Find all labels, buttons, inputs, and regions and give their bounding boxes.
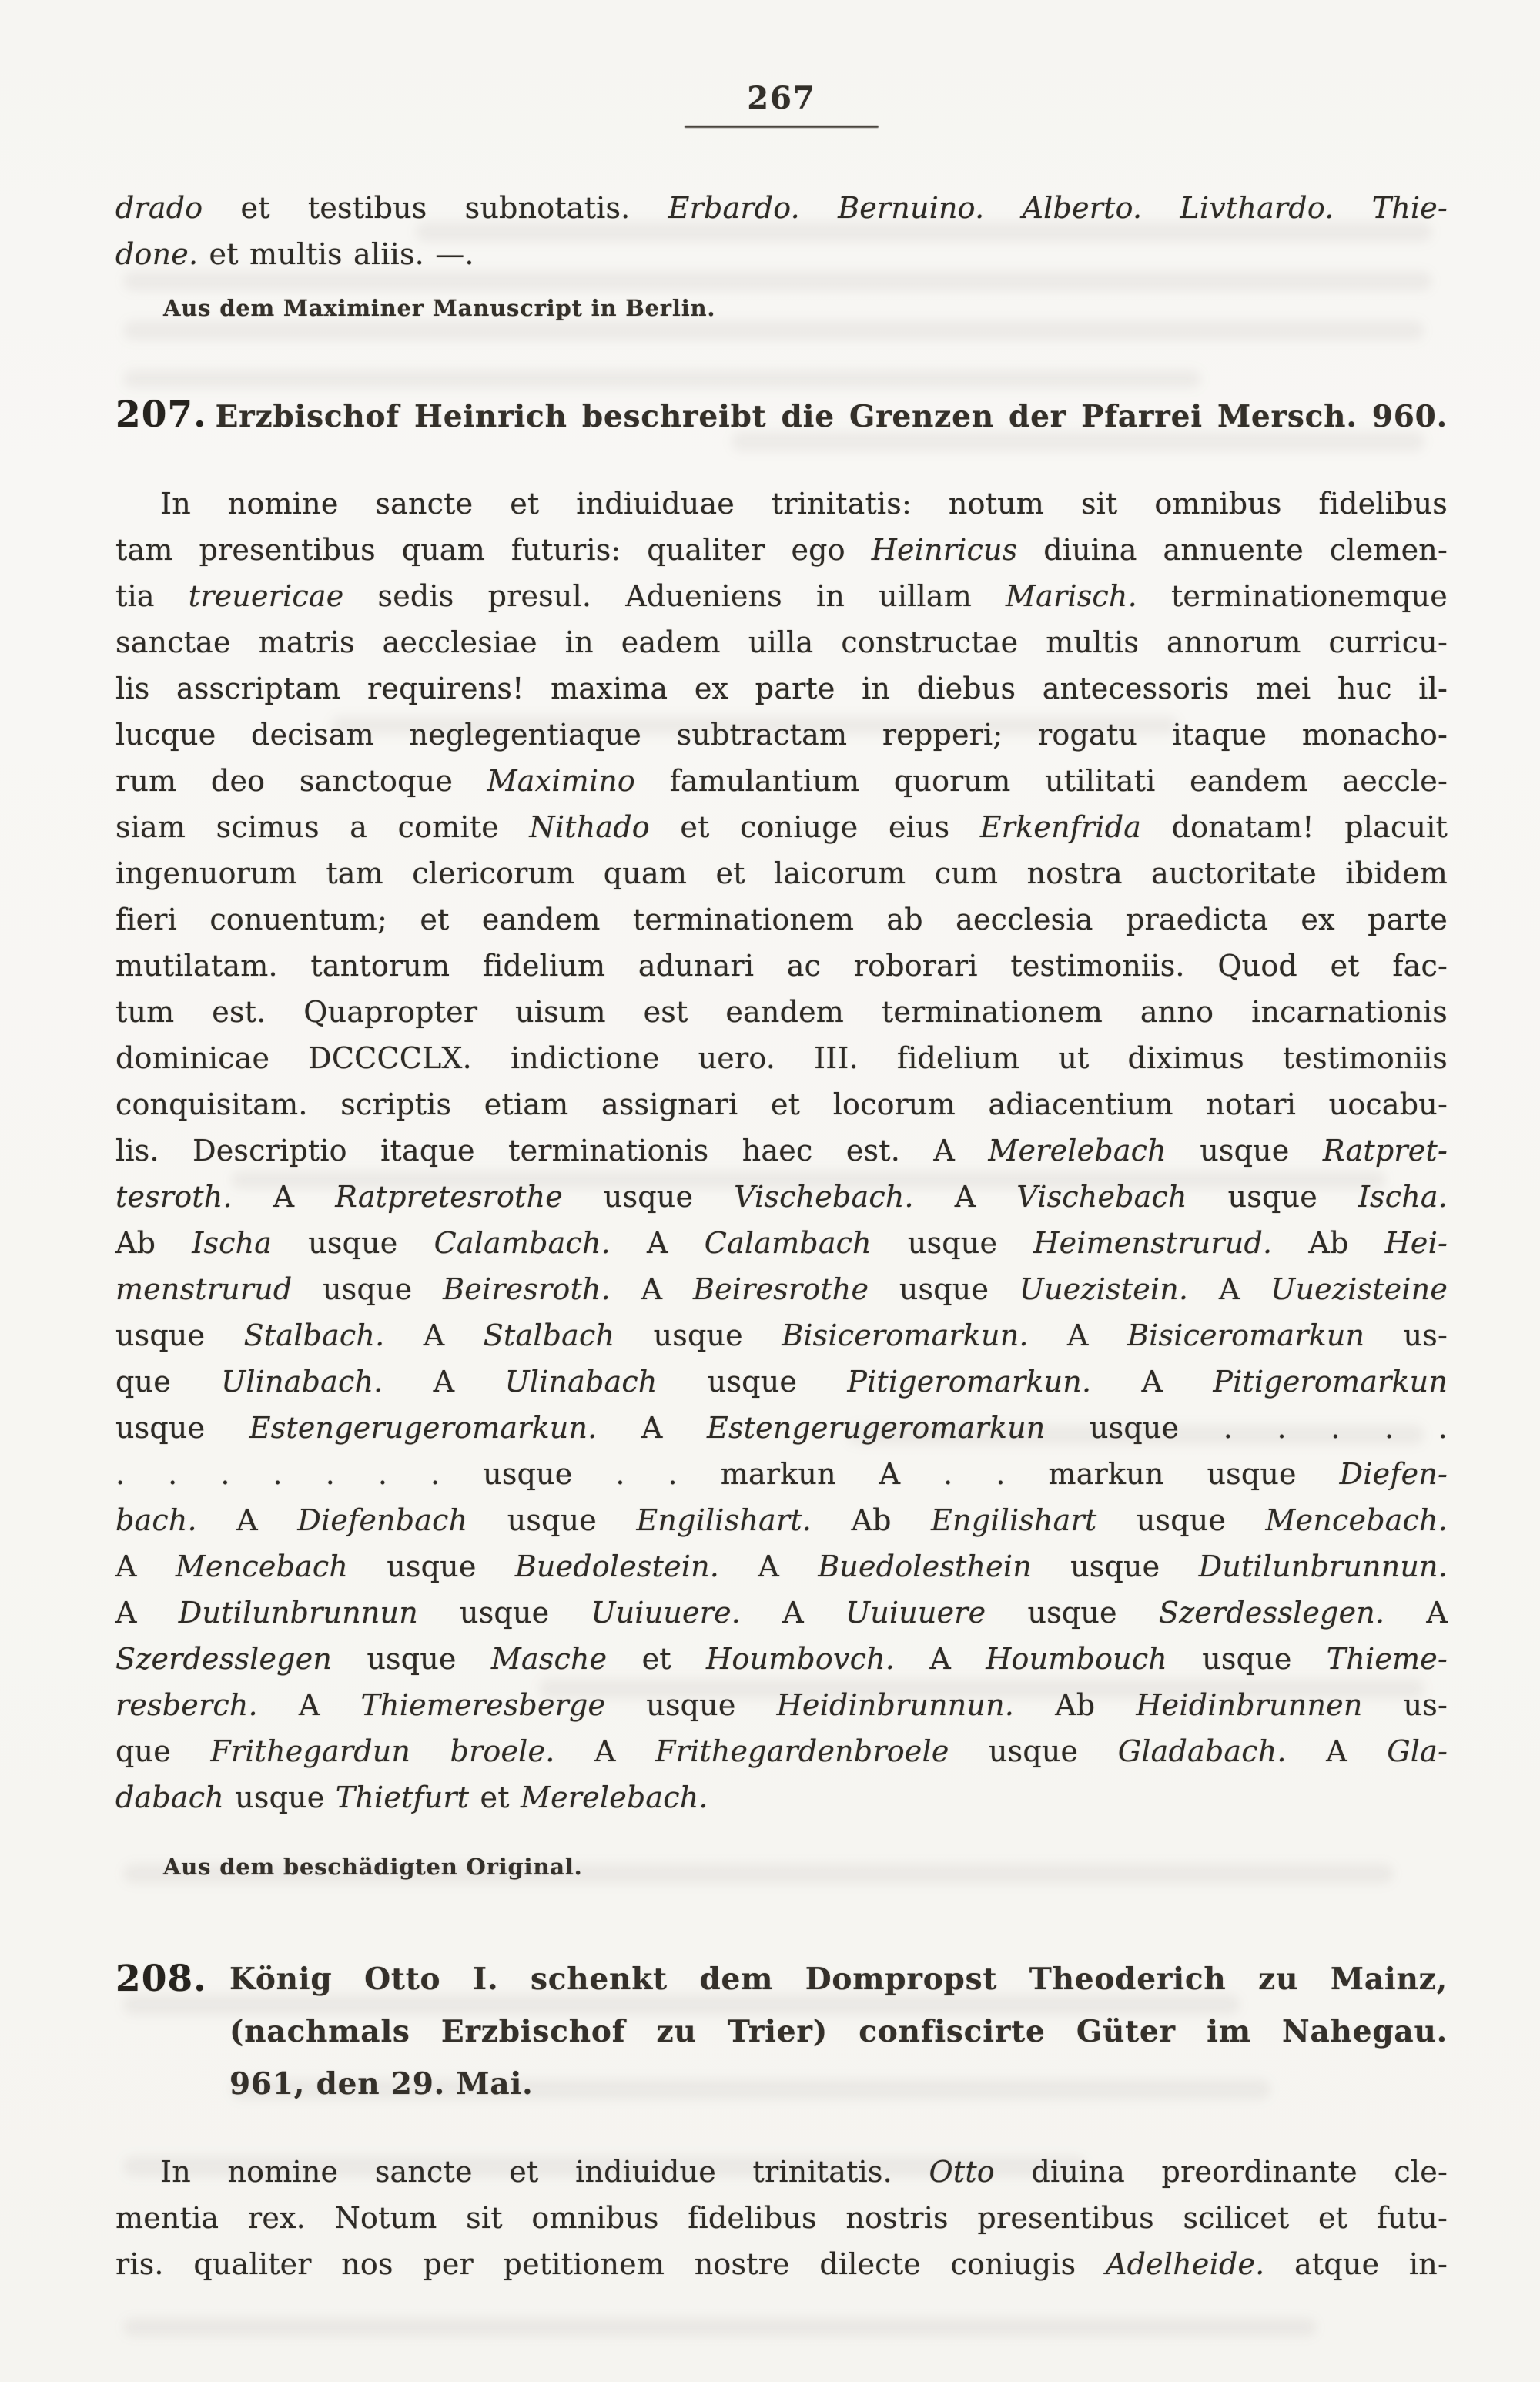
text-segment: sanctae matris aecclesiae in eadem uilla constructae multis annorum curricu-: [116, 625, 1448, 659]
text-line: [116, 943, 1448, 989]
text-segment: usque: [332, 1642, 491, 1676]
text-line: [116, 1590, 1448, 1636]
charter-207-heading: [116, 393, 1448, 445]
text-segment: A: [1028, 1318, 1128, 1352]
italic-text-segment: menstrurud: [116, 1272, 293, 1306]
text-segment: lucque decisam neglegentiaque subtractam repperi; rogatu itaque monacho-: [116, 718, 1448, 752]
text-segment: et multis aliis. —.: [198, 237, 474, 271]
italic-text-segment: Thiemeresberge: [360, 1688, 606, 1722]
text-segment: terminationemque: [1137, 579, 1448, 613]
italic-text-segment: Nithado: [529, 810, 650, 844]
italic-text-segment: Heimenstrurud.: [1033, 1226, 1273, 1260]
text-segment: König Otto I. schenkt dem Dompropst Theoderich zu Mainz,: [229, 1962, 1448, 1997]
italic-text-segment: Dutilunbrunnun: [178, 1596, 418, 1630]
text-segment: Ab: [1272, 1226, 1385, 1260]
italic-text-segment: Erbardo. Bernuino. Alberto. Livthardo. Thie-: [668, 191, 1448, 225]
italic-text-segment: Pitigeromarkun: [1213, 1365, 1448, 1399]
text-segment: usque: [657, 1365, 848, 1399]
charter-206-source-note: Aus dem Maximiner Manuscript in Berlin.: [163, 295, 716, 321]
text-line: [116, 2149, 1448, 2195]
text-segment: . . . . . . . usque . . markun A . . markun usque: [116, 1457, 1340, 1491]
page-header: [116, 80, 1448, 128]
italic-text-segment: Heidinbrunnen: [1136, 1688, 1363, 1722]
text-segment: que: [116, 1365, 222, 1399]
italic-text-segment: Diefenbach: [297, 1503, 468, 1537]
text-line: [116, 1543, 1448, 1590]
text-segment: usque . . . . .: [1045, 1411, 1448, 1445]
italic-text-segment: Thieme-: [1326, 1642, 1448, 1676]
text-line: [229, 2005, 1448, 2058]
italic-text-segment: Stalbach.: [243, 1318, 385, 1352]
text-line: [116, 527, 1448, 573]
italic-text-segment: Bisiceromarkun.: [782, 1318, 1029, 1352]
text-line: [116, 1220, 1448, 1266]
text-segment: usque: [292, 1272, 444, 1306]
charter-208-heading: [116, 1953, 1448, 2110]
italic-text-segment: Ischa: [192, 1226, 273, 1260]
text-line: [116, 804, 1448, 850]
italic-text-segment: done.: [116, 237, 199, 271]
italic-text-segment: Estengerugeromarkun.: [249, 1411, 598, 1445]
text-segment: et: [607, 1642, 707, 1676]
italic-text-segment: Engilishart: [931, 1503, 1097, 1537]
text-segment: A: [895, 1642, 986, 1676]
text-segment: A: [116, 1549, 176, 1583]
text-segment: A: [741, 1596, 845, 1630]
italic-text-segment: Marisch.: [1006, 579, 1137, 613]
charter-207-body: [116, 481, 1448, 1821]
text-line: [116, 1312, 1448, 1359]
italic-text-segment: Pitigeromarkun.: [847, 1365, 1092, 1399]
text-segment: mentia rex. Notum sit omnibus fidelibus nostris presentibus scilicet et futu-: [116, 2201, 1448, 2235]
italic-text-segment: Ulinabach: [504, 1365, 658, 1399]
text-segment: us-: [1362, 1688, 1448, 1722]
italic-text-segment: Ulinabach.: [221, 1365, 383, 1399]
text-line: [116, 231, 1448, 277]
bleedthrough-artifact: [123, 2318, 1317, 2337]
italic-text-segment: Merelebach: [988, 1134, 1167, 1168]
text-segment: A: [383, 1365, 505, 1399]
text-line: [116, 1127, 1448, 1174]
text-segment: ris. qualiter nos per petitionem nostre dilecte coniugis: [116, 2247, 1106, 2281]
italic-text-segment: Hei-: [1384, 1226, 1448, 1260]
text-segment: que: [116, 1734, 211, 1768]
italic-text-segment: Diefen-: [1339, 1457, 1448, 1491]
text-segment: usque: [1031, 1549, 1199, 1583]
text-segment: A: [232, 1180, 336, 1214]
text-segment: tam presentibus quam futuris: qualiter ego: [116, 533, 872, 567]
text-segment: tia: [116, 579, 189, 613]
text-line: [116, 896, 1448, 943]
text-segment: (nachmals Erzbischof zu Trier) confiscirte Güter im Nahegau.: [229, 2014, 1448, 2049]
text-line: [116, 1636, 1448, 1682]
italic-text-segment: Thietfurt: [335, 1781, 470, 1814]
charter-206-fragment: [116, 185, 1448, 277]
text-segment: A: [719, 1549, 819, 1583]
italic-text-segment: Beiresrothe: [692, 1272, 869, 1306]
text-segment: A: [116, 1596, 179, 1630]
italic-text-segment: Ratpret-: [1322, 1134, 1448, 1168]
text-segment: usque: [417, 1596, 591, 1630]
header-rule: [685, 126, 879, 128]
text-segment: conquisitam. scriptis etiam assignari et locorum adiacentium notari uocabu-: [116, 1087, 1448, 1121]
text-segment: Ab: [812, 1503, 932, 1537]
text-segment: A: [257, 1688, 361, 1722]
text-line: [116, 1451, 1448, 1497]
text-segment: donatam! placuit: [1141, 810, 1448, 844]
text-segment: tum est. Quapropter uisum est eandem terminationem anno incarnationis: [116, 995, 1448, 1029]
text-segment: A: [610, 1272, 693, 1306]
italic-text-segment: Uuiuuere.: [591, 1596, 742, 1630]
charter-207-number: 207.: [116, 394, 207, 436]
text-line: [116, 665, 1448, 712]
text-line: [116, 712, 1448, 758]
text-segment: usque: [614, 1318, 782, 1352]
italic-text-segment: bach.: [116, 1503, 197, 1537]
text-line: [116, 619, 1448, 665]
italic-text-segment: Adelheide.: [1106, 2247, 1265, 2281]
text-line: [116, 573, 1448, 619]
text-line: [116, 481, 1448, 527]
text-segment: A: [1188, 1272, 1271, 1306]
text-segment: usque: [1187, 1180, 1358, 1214]
text-segment: mutilatam. tantorum fidelium adunari ac roborari testimoniis. Quod et fac-: [116, 949, 1448, 983]
text-segment: diuina preordinante cle-: [994, 2155, 1448, 2189]
charter-208-number: 208.: [116, 1958, 207, 2000]
page-number: 267: [747, 80, 816, 116]
text-segment: sedis presul. Adueniens in uillam: [343, 579, 1006, 613]
italic-text-segment: Uuezistein.: [1019, 1272, 1189, 1306]
italic-text-segment: tesroth.: [116, 1180, 233, 1214]
italic-text-segment: Mencebach: [175, 1549, 349, 1583]
italic-text-segment: Heidinbrunnun.: [776, 1688, 1015, 1722]
text-segment: usque: [272, 1226, 434, 1260]
text-segment: et coniuge eius: [649, 810, 980, 844]
text-segment: A: [610, 1226, 705, 1260]
italic-text-segment: Engilishart.: [636, 1503, 812, 1537]
italic-text-segment: Bisiceromarkun: [1127, 1318, 1365, 1352]
italic-text-segment: Calambach: [704, 1226, 872, 1260]
italic-text-segment: Dutilunbrunnun.: [1198, 1549, 1448, 1583]
italic-text-segment: Vischebach.: [734, 1180, 914, 1214]
italic-text-segment: Heinricus: [871, 533, 1018, 567]
text-segment: usque: [986, 1596, 1159, 1630]
text-segment: A: [597, 1411, 708, 1445]
italic-text-segment: Maximino: [487, 764, 635, 798]
italic-text-segment: Calambach.: [434, 1226, 611, 1260]
text-segment: usque: [1166, 1134, 1323, 1168]
text-segment: lis asscriptam requirens! maxima ex parte in diebus antecessoris mei huc il-: [116, 672, 1448, 705]
text-line: [116, 758, 1448, 804]
text-segment: A: [1384, 1596, 1448, 1630]
italic-text-segment: Merelebach.: [520, 1781, 708, 1814]
text-segment: et: [469, 1781, 521, 1814]
text-segment: lis. Descriptio itaque terminationis haec est. A: [116, 1134, 989, 1168]
charter-208-title: [229, 1953, 1448, 2110]
italic-text-segment: Gladabach.: [1117, 1734, 1287, 1768]
text-segment: usque: [116, 1411, 249, 1445]
text-segment: A: [1091, 1365, 1214, 1399]
text-line: [116, 2195, 1448, 2241]
italic-text-segment: Uuiuuere: [845, 1596, 986, 1630]
italic-text-segment: Ratpretesrothe: [335, 1180, 563, 1214]
italic-text-segment: Buedolestein.: [514, 1549, 720, 1583]
text-segment: In nomine sancte et indiuiduae trinitatis: notum sit omnibus fidelibus: [160, 487, 1448, 521]
text-line: [229, 2058, 1448, 2110]
text-line: [116, 1682, 1448, 1728]
text-segment: A: [554, 1734, 656, 1768]
text-line: [116, 1266, 1448, 1312]
charter-207-title: Erzbischof Heinrich beschreibt die Grenzen der Pfarrei Mersch. 960.: [215, 399, 1448, 434]
text-segment: diuina annuente clemen-: [1017, 533, 1448, 567]
text-segment: famulantium quorum utilitati eandem aeccle-: [634, 764, 1448, 798]
text-line: [116, 1497, 1448, 1543]
italic-text-segment: Masche: [490, 1642, 608, 1676]
italic-text-segment: Uuezisteine: [1270, 1272, 1448, 1306]
italic-text-segment: drado: [116, 191, 203, 225]
italic-text-segment: Erkenfrida: [979, 810, 1142, 844]
text-line: [116, 1774, 1448, 1821]
text-segment: usque: [1167, 1642, 1327, 1676]
text-line: [116, 1035, 1448, 1081]
text-line: [116, 185, 1448, 231]
italic-text-segment: Mencebach.: [1265, 1503, 1448, 1537]
italic-text-segment: Beiresroth.: [443, 1272, 611, 1306]
text-segment: usque: [605, 1688, 777, 1722]
text-segment: dominicae DCCCCLX. indictione uero. III. fidelium ut diximus testimoniis: [116, 1041, 1448, 1075]
text-segment: Ab: [1014, 1688, 1137, 1722]
text-segment: et testibus subnotatis.: [203, 191, 668, 225]
text-segment: usque: [869, 1272, 1019, 1306]
italic-text-segment: dabach: [116, 1781, 224, 1814]
text-segment: A: [384, 1318, 484, 1352]
italic-text-segment: Stalbach: [483, 1318, 615, 1352]
text-segment: usque: [949, 1734, 1118, 1768]
text-line: [116, 850, 1448, 896]
text-segment: usque: [223, 1781, 336, 1814]
text-line: [116, 989, 1448, 1035]
text-segment: usque: [871, 1226, 1034, 1260]
italic-text-segment: Buedolesthein: [818, 1549, 1032, 1583]
text-segment: A: [1286, 1734, 1388, 1768]
italic-text-segment: Vischebach: [1016, 1180, 1187, 1214]
text-line: [116, 2241, 1448, 2287]
italic-text-segment: Houmbouch: [986, 1642, 1167, 1676]
italic-text-segment: Ischa.: [1358, 1180, 1448, 1214]
text-line: [116, 1081, 1448, 1127]
text-segment: siam scimus a comite: [116, 810, 530, 844]
italic-text-segment: treuericae: [188, 579, 344, 613]
text-line: [116, 1174, 1448, 1220]
text-segment: usque: [116, 1318, 244, 1352]
italic-text-segment: Otto: [929, 2155, 995, 2189]
text-segment: rum deo sanctoque: [116, 764, 487, 798]
text-segment: atque in-: [1264, 2247, 1448, 2281]
text-line: [116, 1405, 1448, 1451]
text-segment: ingenuorum tam clericorum quam et laicorum cum nostra auctoritate ibidem: [116, 856, 1448, 890]
text-line: [116, 1359, 1448, 1405]
text-segment: fieri conuentum; et eandem terminationem ab aecclesia praedicta ex parte: [116, 903, 1448, 936]
text-segment: In nomine sancte et indiuidue trinitatis.: [160, 2155, 929, 2189]
italic-text-segment: Szerdesslegen: [116, 1642, 333, 1676]
text-line: [116, 1728, 1448, 1774]
text-segment: A: [913, 1180, 1017, 1214]
charter-208-body: [116, 2149, 1448, 2287]
italic-text-segment: resberch.: [116, 1688, 258, 1722]
italic-text-segment: Szerdesslegen.: [1158, 1596, 1385, 1630]
text-segment: usque: [348, 1549, 515, 1583]
text-line: [229, 1953, 1448, 2005]
italic-text-segment: Frithegardun broele.: [210, 1734, 555, 1768]
text-segment: usque: [562, 1180, 735, 1214]
italic-text-segment: Gla-: [1387, 1734, 1448, 1768]
text-segment: 961, den 29. Mai.: [229, 2066, 534, 2102]
italic-text-segment: Frithegardenbroele: [655, 1734, 949, 1768]
text-segment: A: [196, 1503, 298, 1537]
text-segment: Ab: [116, 1226, 192, 1260]
text-segment: usque: [467, 1503, 637, 1537]
italic-text-segment: Houmbovch.: [706, 1642, 896, 1676]
italic-text-segment: Estengerugeromarkun: [707, 1411, 1046, 1445]
text-segment: us-: [1364, 1318, 1448, 1352]
charter-207-source-note: Aus dem beschädigten Original.: [163, 1854, 583, 1880]
text-segment: usque: [1096, 1503, 1266, 1537]
